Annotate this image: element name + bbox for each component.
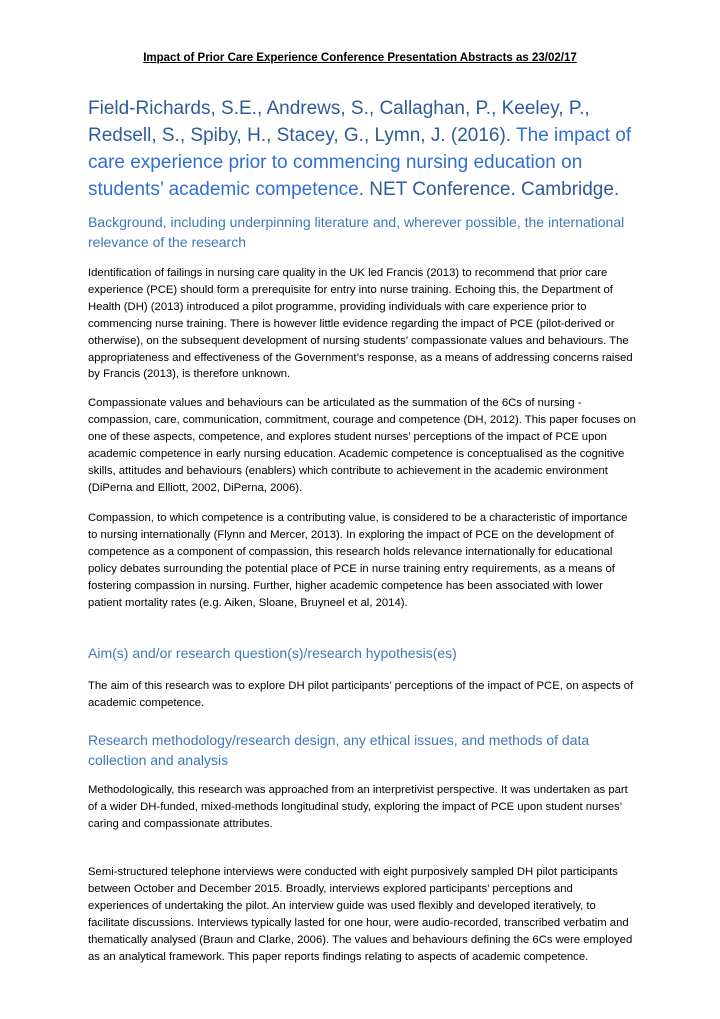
citation-authors: Field-Richards, S.E., Andrews, S., Callaghan, P., Keeley, P., Redsell, S., Spiby, H., Stacey, G., Lymn, J. (2016). <box>88 98 590 146</box>
background-paragraph-3: Compassion, to which competence is a contributing value, is considered to be a characteristic of importance to nursing internationally (Flynn and Mercer, 2013). In exploring the impact of PCE on the development of competence as a component of compassion, this research holds relevance internationally for educational policy debates surrounding the potential place of PCE in nurse training entry requirements, as a means of fostering compassion in nursing. Further, higher academic competence has been associated with lower patient mortality rates (e.g. Aiken, Sloane, Bruyneel et al, 2014). <box>88 512 628 609</box>
citation-suffix: . NET Conference. Cambridge. <box>358 179 620 200</box>
method-paragraph-2: Semi-structured telephone interviews were conducted with eight purposively sampled DH pilot participants between October and December 2015. Broadly, interviews explored participants’ perceptions and experiences of undertaking the pilot. An interview guide was used flexibly and developed iteratively, to facilitate discussions. Interviews typically lasted for one hour, were audio-recorded, transcribed verbatim and thematically analysed (Braun and Clarke, 2006). The values and behaviours defining the 6Cs were employed as an analytical framework. This paper reports findings relating to aspects of academic competence. <box>88 866 633 963</box>
background-heading: Background, including underpinning literature and, wherever possible, the international relevance of the research <box>88 214 625 250</box>
citation <box>88 95 650 203</box>
background-paragraph-1: Identification of failings in nursing care quality in the UK led Francis (2013) to recommend that prior care experience (PCE) should form a prerequisite for entry into nurse training. Echoing this, the Department of Health (DH) (2013) introduced a pilot programme, providing individuals with care experience prior to commencing nurse training. There is however little evidence regarding the impact of PCE (pilot-derived or otherwise), on the subsequent development of nursing students’ compassionate values and behaviours. The appropriateness and effectiveness of the Government’s response, as a means of addressing concerns raised by Francis (2013), is therefore unknown. <box>88 267 633 381</box>
citation-title-link[interactable]: The impact of care experience prior to commencing nursing education on students’ academic competence <box>88 125 632 200</box>
method-heading: Research methodology/research design, any ethical issues, and methods of data collection and analysis <box>88 732 590 768</box>
method-paragraph-1: Methodologically, this research was approached from an interpretivist perspective. It was undertaken as part of a wider DH-funded, mixed-methods longitudinal study, exploring the impact of PCE upon student nurses’ caring and compassionate attributes. <box>88 784 628 830</box>
aim-heading: Aim(s) and/or research question(s)/research hypothesis(es) <box>88 645 457 661</box>
aim-paragraph: The aim of this research was to explore DH pilot participants’ perceptions of the impact of PCE, on aspects of academic competence. <box>88 680 634 709</box>
background-paragraph-2: Compassionate values and behaviours can be articulated as the summation of the 6Cs of nursing - compassion, care, communication, commitment, courage and competence (DH, 2012). This paper focuses on one of these aspects, competence, and explores student nurses’ perceptions of the impact of PCE upon academic competence in early nursing education. Academic competence is conceptualised as the cognitive skills, attitudes and behaviours (enablers) which contribute to achievement in the academic environment (DiPerna and Elliott, 2002, DiPerna, 2006). <box>88 397 636 494</box>
document-title: Impact of Prior Care Experience Conference Presentation Abstracts as 23/02/17 <box>143 52 577 64</box>
